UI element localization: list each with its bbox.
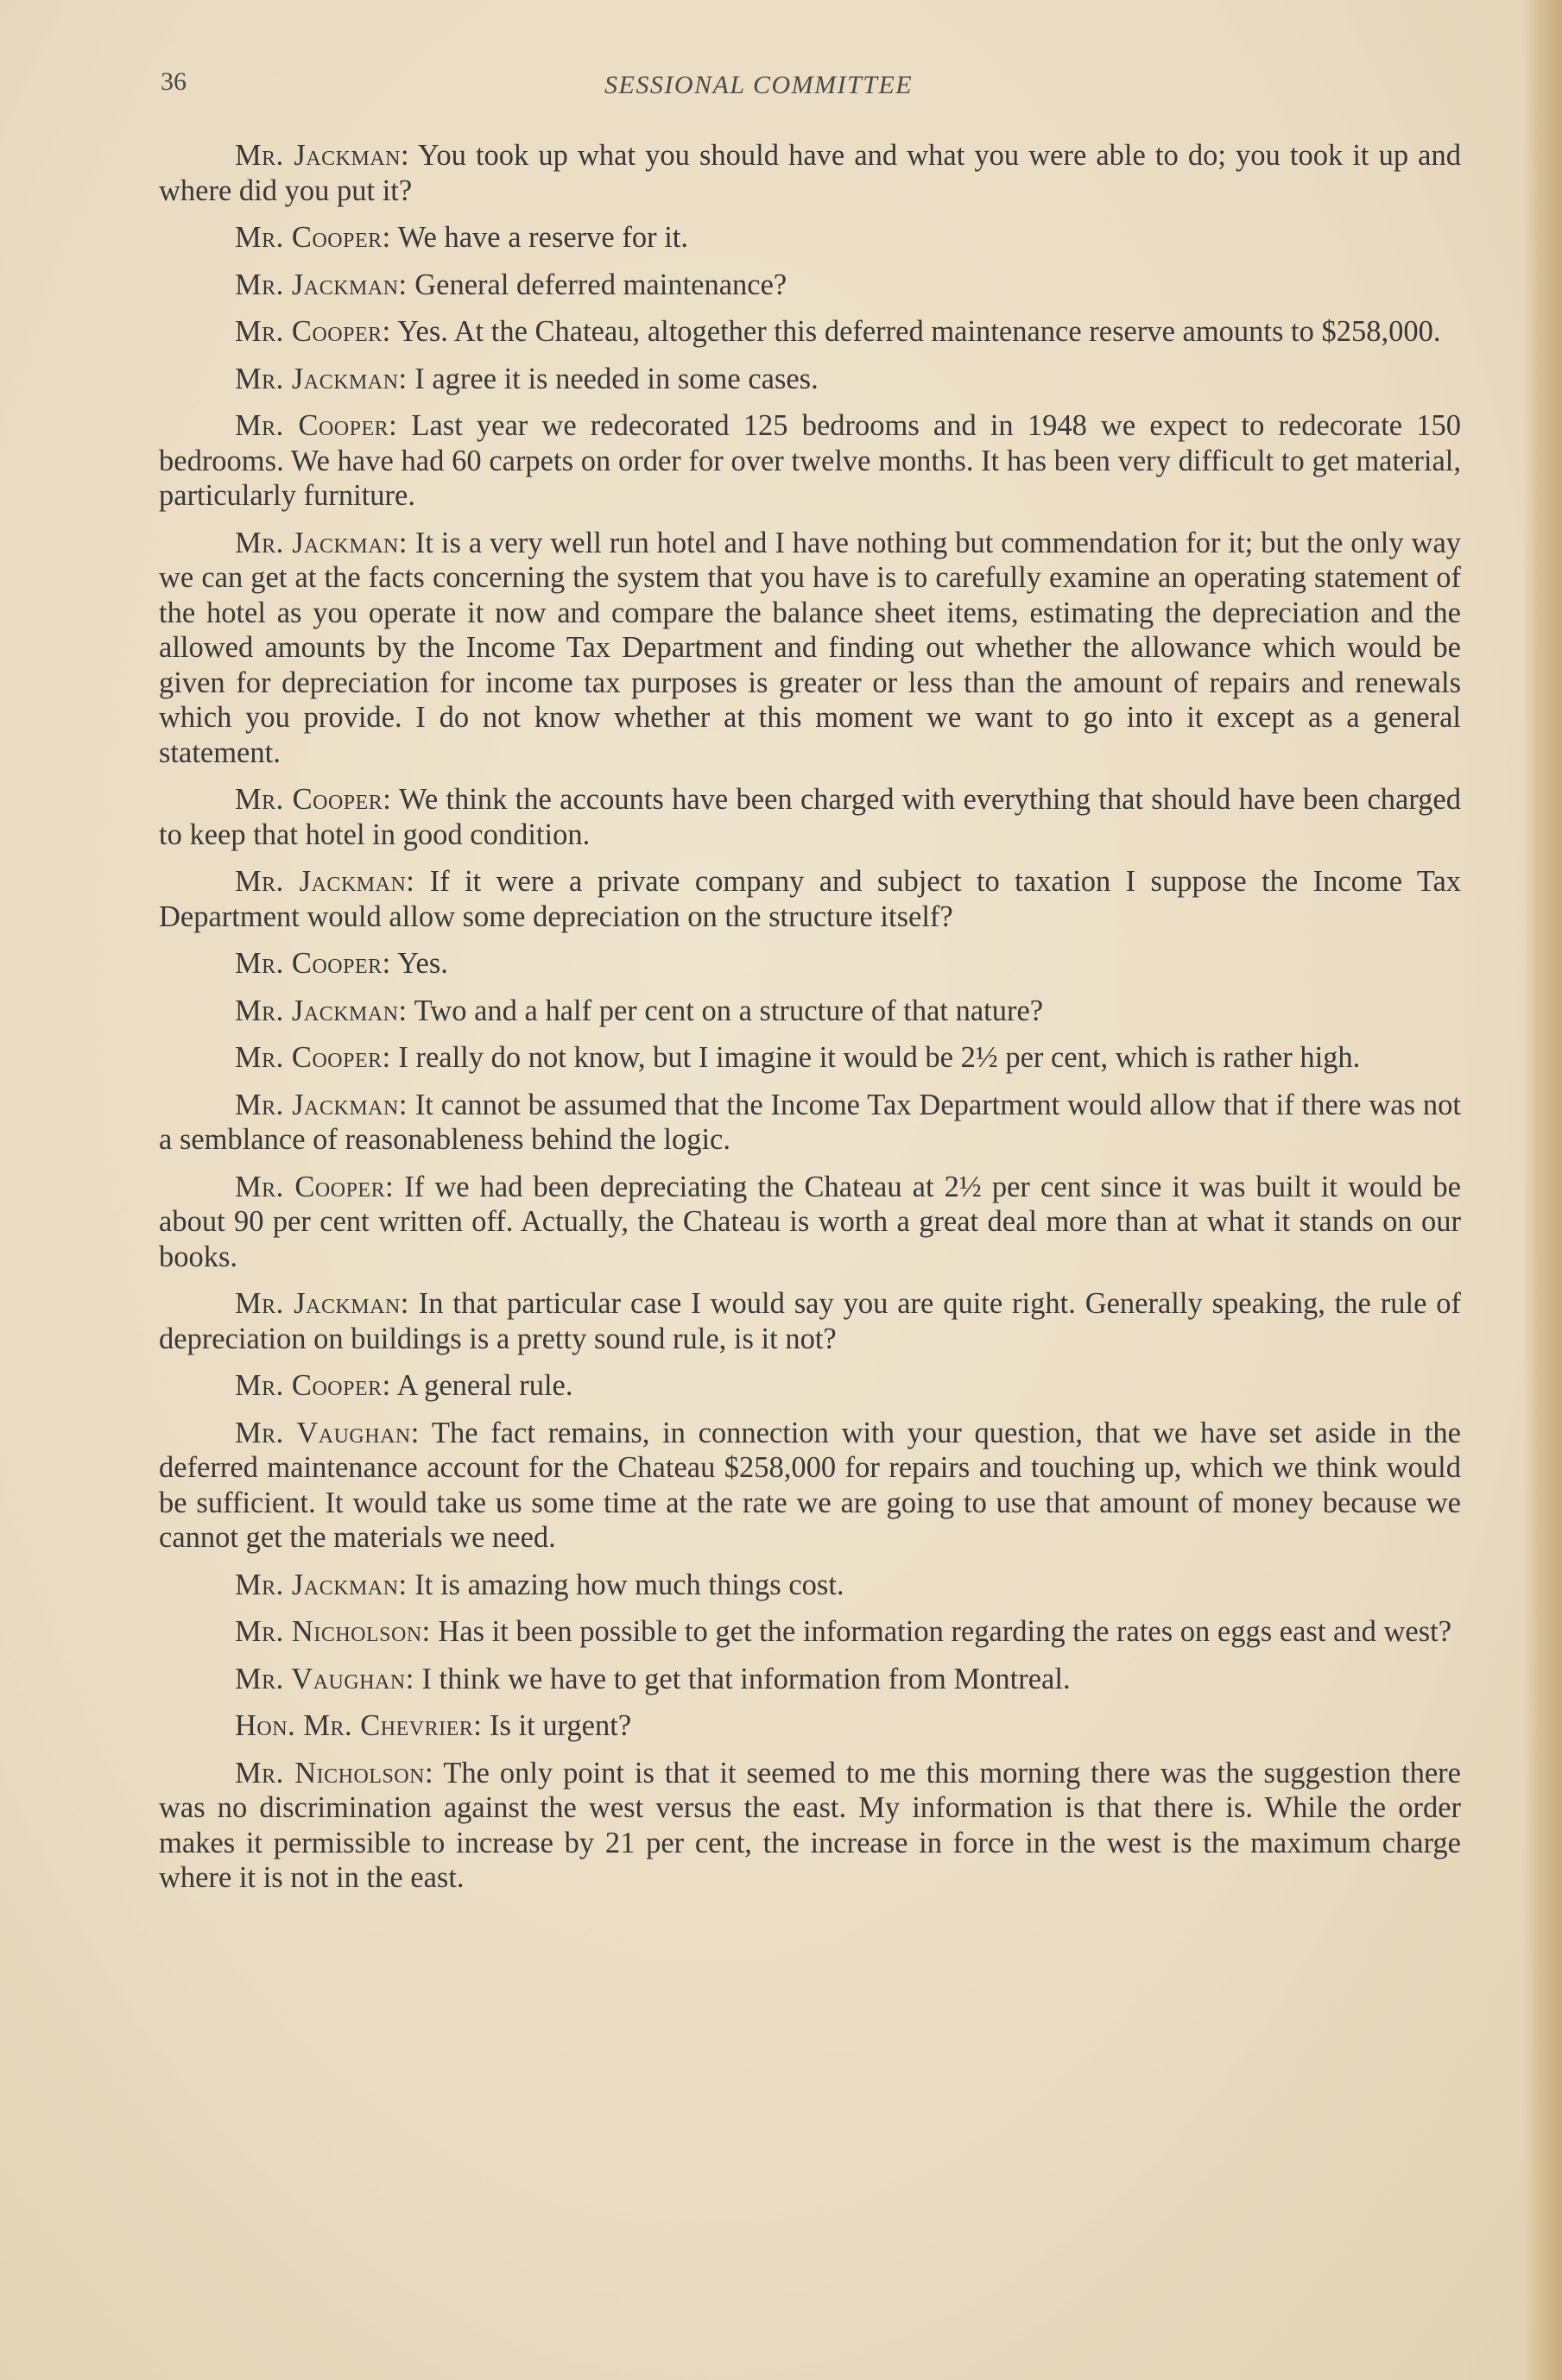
paragraph-text: Is it urgent? — [482, 1709, 632, 1742]
paragraph-text: Last year we redecorated 125 bedrooms and in 1948 we expect to redecorate 150 bedrooms. We have had 60 carpets on order for over twelve months. It has been very difficult to get material, particularly furniture. — [159, 409, 1461, 512]
paragraph-text: You took up what you should have and what you were able to do; you took it up and where did you put it? — [159, 139, 1461, 207]
speaker-name: Mr. Vaughan: — [235, 1416, 420, 1449]
speaker-name: Mr. Jackman: — [235, 1568, 408, 1601]
transcript-paragraph — [159, 1568, 1461, 1603]
speaker-name: Mr. Cooper: — [235, 947, 391, 980]
speaker-name: Mr. Cooper: — [235, 221, 391, 254]
speaker-name: Mr. Cooper: — [235, 783, 392, 816]
paragraph-text: It cannot be assumed that the Income Tax Department would allow that if there was not a semblance of reasonableness behind the logic. — [159, 1088, 1461, 1156]
transcript-paragraph — [159, 408, 1461, 514]
speaker-name: Mr. Jackman: — [235, 526, 408, 559]
paragraph-text: Yes. — [390, 947, 448, 980]
page-header — [0, 67, 1562, 110]
speaker-name: Mr. Nicholson: — [235, 1615, 431, 1648]
transcript-paragraph — [159, 1708, 1461, 1744]
transcript-paragraph — [159, 1170, 1461, 1275]
paragraph-text: In that particular case I would say you are quite right. Generally speaking, the rule of depreciation on buildings is a pretty sound rule, is it not? — [159, 1287, 1461, 1355]
paragraph-text: A general rule. — [390, 1369, 573, 1402]
transcript-paragraph — [159, 782, 1461, 852]
transcript-paragraph — [159, 1286, 1461, 1356]
paragraph-text: I really do not know, but I imagine it would be 2½ per cent, which is rather high. — [390, 1041, 1361, 1074]
paragraph-text: If we had been depreciating the Chateau at 2½ per cent since it was built it would be about 90 per cent written off. Actually, the Chateau is worth a great deal more than at what it stands on our books. — [159, 1170, 1461, 1273]
speaker-name: Mr. Cooper: — [235, 1041, 391, 1074]
transcript-body — [159, 138, 1461, 1908]
running-head: SESSIONAL COMMITTEE — [604, 71, 914, 99]
paragraph-text: It is a very well run hotel and I have nothing but commendation for it; but the only way we can get at the facts concerning the system that you have is to carefully examine an operating statement of the hotel as you operate it now and compare the balance sheet items, estimating the depreciation and the allowed amounts by the Income Tax Department and finding out whether the allowance which would be given for depreciation for income tax purposes is greater or less than the amount of repairs and renewals which you provide. I do not know whether at this moment we want to go into it except as a general statement. — [159, 526, 1462, 769]
transcript-paragraph — [159, 946, 1461, 982]
transcript-paragraph — [159, 138, 1461, 208]
speaker-name: Hon. Mr. Chevrier: — [235, 1709, 483, 1742]
transcript-paragraph — [159, 1662, 1461, 1697]
transcript-paragraph — [159, 220, 1461, 256]
paragraph-text: The only point is that it seemed to me this morning there was the suggestion there was no discrimination against the west versus the east. My information is that there is. While the order makes it permissible to increase by 21 per cent, the increase in force in the west is the maximum charge where it is not in the east. — [159, 1756, 1461, 1894]
transcript-paragraph — [159, 994, 1461, 1029]
transcript-paragraph — [159, 526, 1461, 771]
transcript-paragraph — [159, 1088, 1461, 1158]
paragraph-text: If it were a private company and subject to taxation I suppose the Income Tax Department would allow some depreciation on the structure itself? — [159, 865, 1462, 933]
transcript-paragraph — [159, 1368, 1461, 1404]
speaker-name: Mr. Jackman: — [235, 865, 415, 898]
speaker-name: Mr. Cooper: — [235, 315, 391, 348]
speaker-name: Mr. Jackman: — [235, 1088, 408, 1121]
transcript-paragraph — [159, 1756, 1461, 1896]
paragraph-text: General deferred maintenance? — [407, 268, 787, 301]
speaker-name: Mr. Jackman: — [235, 362, 408, 395]
paragraph-text: We think the accounts have been charged with everything that should have been charged to keep that hotel in good condition. — [159, 783, 1461, 851]
speaker-name: Mr. Nicholson: — [235, 1756, 434, 1790]
speaker-name: Mr. Jackman: — [235, 268, 408, 301]
transcript-paragraph — [159, 864, 1461, 934]
speaker-name: Mr. Jackman: — [235, 1287, 409, 1320]
transcript-paragraph — [159, 1614, 1461, 1650]
transcript-paragraph — [159, 268, 1461, 303]
speaker-name: Mr. Jackman: — [235, 139, 410, 172]
paragraph-text: The fact remains, in connection with your question, that we have set aside in the deferred maintenance account for the Chateau $258,000 for repairs and touching up, which we think would be sufficient. It would take us some time at the rate we are going to use that amount of money because we cannot get the materials we need. — [159, 1416, 1461, 1554]
paragraph-text: Two and a half per cent on a structure of that nature? — [407, 994, 1044, 1027]
transcript-paragraph — [159, 1040, 1461, 1076]
transcript-paragraph — [159, 362, 1461, 397]
paragraph-text: Yes. At the Chateau, altogether this deferred maintenance reserve amounts to $258,000. — [390, 315, 1441, 348]
page-edge-shading — [1522, 0, 1562, 2380]
paragraph-text: I think we have to get that information from Montreal. — [414, 1662, 1071, 1695]
speaker-name: Mr. Cooper: — [235, 409, 398, 442]
speaker-name: Mr. Cooper: — [235, 1369, 391, 1402]
speaker-name: Mr. Cooper: — [235, 1170, 395, 1203]
page-number: 36 — [161, 67, 187, 96]
paragraph-text: We have a reserve for it. — [390, 221, 689, 254]
speaker-name: Mr. Jackman: — [235, 994, 408, 1027]
speaker-name: Mr. Vaughan: — [235, 1662, 414, 1695]
paragraph-text: I agree it is needed in some cases. — [407, 362, 819, 395]
transcript-paragraph — [159, 1416, 1461, 1556]
paragraph-text: Has it been possible to get the information regarding the rates on eggs east and west? — [430, 1615, 1452, 1648]
transcript-paragraph — [159, 314, 1461, 350]
paragraph-text: It is amazing how much things cost. — [407, 1568, 844, 1601]
